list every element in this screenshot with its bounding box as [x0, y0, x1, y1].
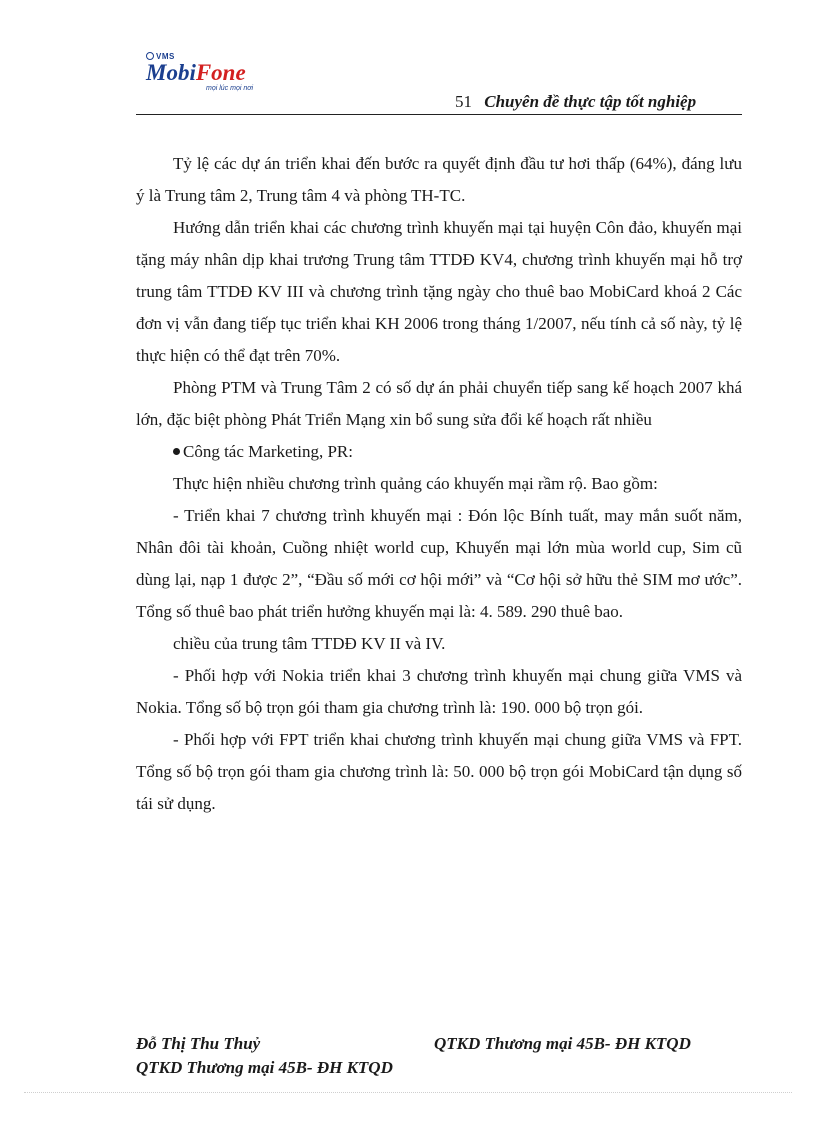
header-divider: [136, 114, 742, 115]
paragraph: Thực hiện nhiều chương trình quảng cáo khuyến mại rầm rộ. Bao gồm:: [173, 474, 658, 493]
page-number: 51: [455, 92, 472, 111]
paragraph: Phòng PTM và Trung Tâm 2 có số dự án phải chuyển tiếp sang kế hoạch 2007 khá lớn, đặc biệt phòng Phát Triển Mạng xin bổ sung sửa đổi kế hoạch rất nhiều: [136, 378, 742, 429]
paragraph: - Phối hợp với FPT triển khai chương trình khuyến mại chung giữa VMS và FPT. Tổng số bộ trọn gói tham gia chương trình là: 50. 000 bộ trọn gói MobiCard tận dụng số tái sử dụng.: [136, 730, 742, 813]
paragraph: Tỷ lệ các dự án triển khai đến bước ra quyết định đầu tư hơi thấp (64%), đáng lưu ý là Trung tâm 2, Trung tâm 4 và phòng TH-TC.: [136, 154, 742, 205]
brand-tagline: mọi lúc mọi nơi: [206, 85, 254, 92]
bullet-heading: Công tác Marketing, PR:: [183, 442, 353, 461]
bullet-icon: [173, 448, 180, 455]
class-info-repeat: QTKD Thương mại 45B- ĐH KTQD: [136, 1058, 393, 1077]
mobifone-logo: [144, 52, 284, 96]
paragraph: Hướng dẫn triển khai các chương trình khuyến mại tại huyện Côn đảo, khuyến mại tặng máy nhân dịp khai trương Trung tâm TTDĐ KV4, chương trình khuyến mại hỗ trợ trung tâm TTDĐ KV III và chương trình tặng ngày cho thuê bao MobiCard khoá 2 Các đơn vị vẫn đang tiếp tục triển khai KH 2006 trong tháng 1/2007, nếu tính cả số này, tỷ lệ thực hiện có thể đạt trên 70%.: [136, 218, 742, 365]
vms-logo-text: VMS: [146, 52, 175, 61]
page-bottom-border: [24, 1092, 792, 1093]
class-info: QTKD Thương mại 45B- ĐH KTQD: [434, 1034, 691, 1053]
brand-fone: Fone: [195, 60, 246, 85]
bullet-heading-row: [136, 436, 742, 468]
brand-name: [146, 60, 246, 86]
page-footer: [136, 1032, 742, 1080]
author-name: Đỗ Thị Thu Thuỷ: [136, 1034, 261, 1053]
paragraph: - Phối hợp với Nokia triển khai 3 chương trình khuyến mại chung giữa VMS và Nokia. Tổng số bộ trọn gói tham gia chương trình là: 190. 000 bộ trọn gói.: [136, 666, 742, 717]
body-text: [136, 148, 742, 820]
document-title: Chuyên đề thực tập tốt nghiệp: [484, 92, 697, 111]
paragraph: chiều của trung tâm TTDĐ KV II và IV.: [173, 634, 446, 653]
paragraph: - Triển khai 7 chương trình khuyến mại : Đón lộc Bính tuất, may mắn suốt năm, Nhân đôi tài khoản, Cuồng nhiệt world cup, Khuyến mại lớn mùa world cup, Sim cũ dùng lại, nạp 1 được 2”, “Đầu số mới cơ hội mới” và “Cơ hội sở hữu thẻ SIM mơ ước”. Tổng số thuê bao phát triển hưởng khuyến mại là: 4. 589. 290 thuê bao.: [136, 506, 742, 621]
page-header: [455, 92, 696, 112]
brand-mobi: Mobi: [146, 60, 196, 85]
